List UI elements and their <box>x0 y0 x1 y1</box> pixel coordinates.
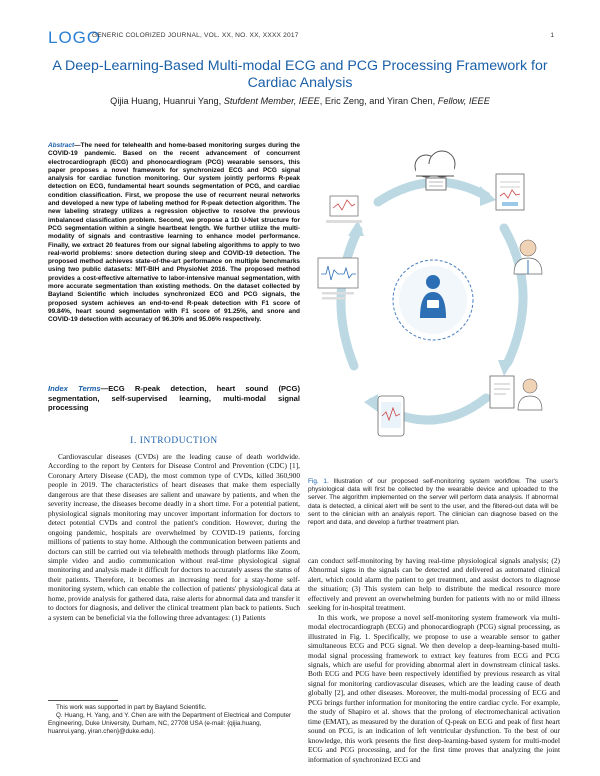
figure-caption <box>308 478 558 527</box>
phone-alert-icon <box>378 396 404 436</box>
figure-workflow <box>308 140 558 472</box>
author-names-a: Qijia Huang, Huanrui Yang, <box>110 96 224 106</box>
intro-paragraph-1: Cardiovascular diseases (CVDs) are the leading cause of death worldwide. According to the report by Centers for Disease Control and Prevention (CDC) [1], Coronary Artery Disease (CAD), the most common type of CVDs, killed 360,900 people in 2019. The characteristics of heart diseases that make them especially dangerous are that these diseases are salient and unaware by patients, and when the severity increase, the diseases become deadly in a short time. For a potential patient, physiological signals monitoring may uncover important information for doctors to detect potential CVDs and control the patient's condition. However, during the ongoing pandemic, hospitals are overwhelmed by COVID-19 patients, forcing millions of patients to stay home. Although the communication between patients and doctors can still be carried out via telehealth methods through platforms like Zoom, simple video and audio communication without real-time physiological signal monitoring and analysis made it difficult for doctors to accurately assess the status of their patients. Therefore, it becomes an increasing need for a stay-home self-monitoring system, which can enable the collection of patients' physiological data at home, provide analysis for gathered data, raise alerts for abnormal data and transfer it to doctors for diagnosis, and deliver the clinical treatment plan back to patients. Such a system can be beneficial via the following three advantages: (1) Patients <box>48 452 300 622</box>
abstract <box>48 142 300 325</box>
footnote-affiliation: Q. Huang, H. Yang, and Y. Chen are with the Department of Electrical and Computer Engineering, Duke University, Durham, NC, 27708 USA (e-mail: {qijia.huang, huanrui.yang, yiran.chen}@duke.edu). <box>48 712 292 735</box>
footnote-funding: This work was supported in part by Bayland Scientific. <box>56 704 207 711</box>
author-role-b: Fellow, IEEE <box>437 96 490 106</box>
abstract-text: —The need for telehealth and home-based monitoring surges during the COVID-19 pandemic. Based on the recent advancement of concurrent electrocardiograph (ECG) and phonocardiogram (PCG) wearable sensors, this paper proposes a novel framework for synchronized ECG and PCG signal analysis for cardiac function monitoring. Our system jointly performs R-peak detection on ECG, fundamental heart sounds segmentation of PCG, and cardiac condition classification. First, we propose the use of recurrent neural networks and developed a new type of labeling method for R-peak detection algorithm. The new labeling strategy utilizes a regression objective to resolve the previous imbalanced classification problem. Second, we propose a 1D U-Net structure for PCG segmentation within a single heartbeat length. We further utilize the multi-modality of signals and contrastive learning to enhance model performance. Finally, we extract 20 features from our signal labeling algorithms to apply to two real-world problems: snore detection during sleep and COVID-19 detection. The proposed method achieves state-of-the-art performance on multiple benchmarks using two public datasets: MIT-BIH and PhysioNet 2016. The proposed method provides a cost-effective alternative to labor-intensive manual segmentation, with more accurate segmentation than existing methods. On the dataset collected by Bayland Scientific which includes synchronized ECG and PCG signals, the proposed system achieves an end-to-end R-peak detection with F1 score of 99.84%, heart sound segmentation with F1 score of 91.25%, and snore and COVID-19 detection with accuracy of 96.30% and 95.06% respectively. <box>48 142 300 324</box>
author-line <box>40 96 560 106</box>
journal-logo: LOGO <box>48 28 102 47</box>
caption-lead: Fig. 1. <box>308 478 329 485</box>
person-head-icon <box>426 275 440 289</box>
body-left-column <box>48 452 300 622</box>
footnote <box>48 704 300 736</box>
index-terms-text: —ECG R-peak detection, heart sound (PCG) segmentation, self-supervised learning, multi-modal signal processing <box>48 384 300 413</box>
treatment-plan-icon <box>490 376 542 410</box>
index-terms-lead: Index Terms <box>48 384 101 393</box>
index-terms <box>48 384 300 413</box>
intro-paragraph-1-continued: can conduct self-monitoring by having real-time physiological signals analysis; (2) Abnormal signs in the signals can be detected and delivered as automated clinical alert, which could alarm the patient to get treatment, and assist doctors to diagnose the situation; (3) This system can help to distribute the medical resource more effectively and prevent an overwhelming burden for patients with no or mild illness seeking for in-hospital treatment. <box>308 556 560 613</box>
paper-title: A Deep-Learning-Based Multi-modal ECG and PCG Processing Framework for Cardiac Analysis <box>52 58 548 91</box>
journal-header: GENERIC COLORIZED JOURNAL, VOL. XX, NO. XX, XXXX 2017 <box>92 32 299 39</box>
wearable-signal-icon <box>318 258 358 300</box>
section-heading-introduction: I. INTRODUCTION <box>130 436 218 446</box>
abstract-lead: Abstract <box>48 142 75 149</box>
page-number: 1 <box>550 32 554 39</box>
body-right-column <box>308 556 560 764</box>
caption-text: Illustration of our proposed self-monitoring system workflow. The user's physiological data will first be collected by the wearable device and uploaded to the server. The algorithm implemented on the server will perform data analysis. If abnormal data is detected, a clinical alert will be sent to the user, and the filtered-out data will be sent to the clinician with an analysis report. The clinician can diagnose based on the report and data, and develop a further treatment plan. <box>308 478 558 527</box>
intro-paragraph-2: In this work, we propose a novel self-monitoring system framework via multi-modal electrocardiograph (ECG) and phonocardiograph (PCG) signal processing, as illustrated in Fig. 1. Specifically, we propose to use a wearable sensor to gather simultaneous ECG and PCG signal. We then develop a deep-learning-based multi-modal signal processing framework to extract key features from ECG and PCG signals, which are useful for providing abnormal alert in downstream clinical tasks. Both ECG and PCG have been respectively identified by previous research as vital signal for monitoring cardiovascular diseases, which are the leading cause of death globally [2], and other diseases. Moreover, the multi-modal processing of ECG and PCG brings further information for monitoring the entire cardiac cycle. For example, the study of Shapiro et al. shows that the prolong of electromechanical activation time (EMAT), as measured by the duration of Q-peak on ECG and peak of first heart sound on PCG, is an indication of left ventricular dysfunction. To the best of our knowledge, this work presents the first deep-learning-based system for multi-model ECG and PCG processing, and for the first time proves that analyzing the joint information of synchronized ECG and <box>308 612 560 764</box>
author-names-b: , Eric Zeng, and Yiran Chen, <box>319 96 438 106</box>
author-role-a: Stufdent Member, IEEE <box>223 96 320 106</box>
clinical-report-icon <box>496 174 524 210</box>
footnote-rule <box>48 700 118 701</box>
patient-center <box>393 260 473 340</box>
user-upload-icon <box>326 196 362 223</box>
